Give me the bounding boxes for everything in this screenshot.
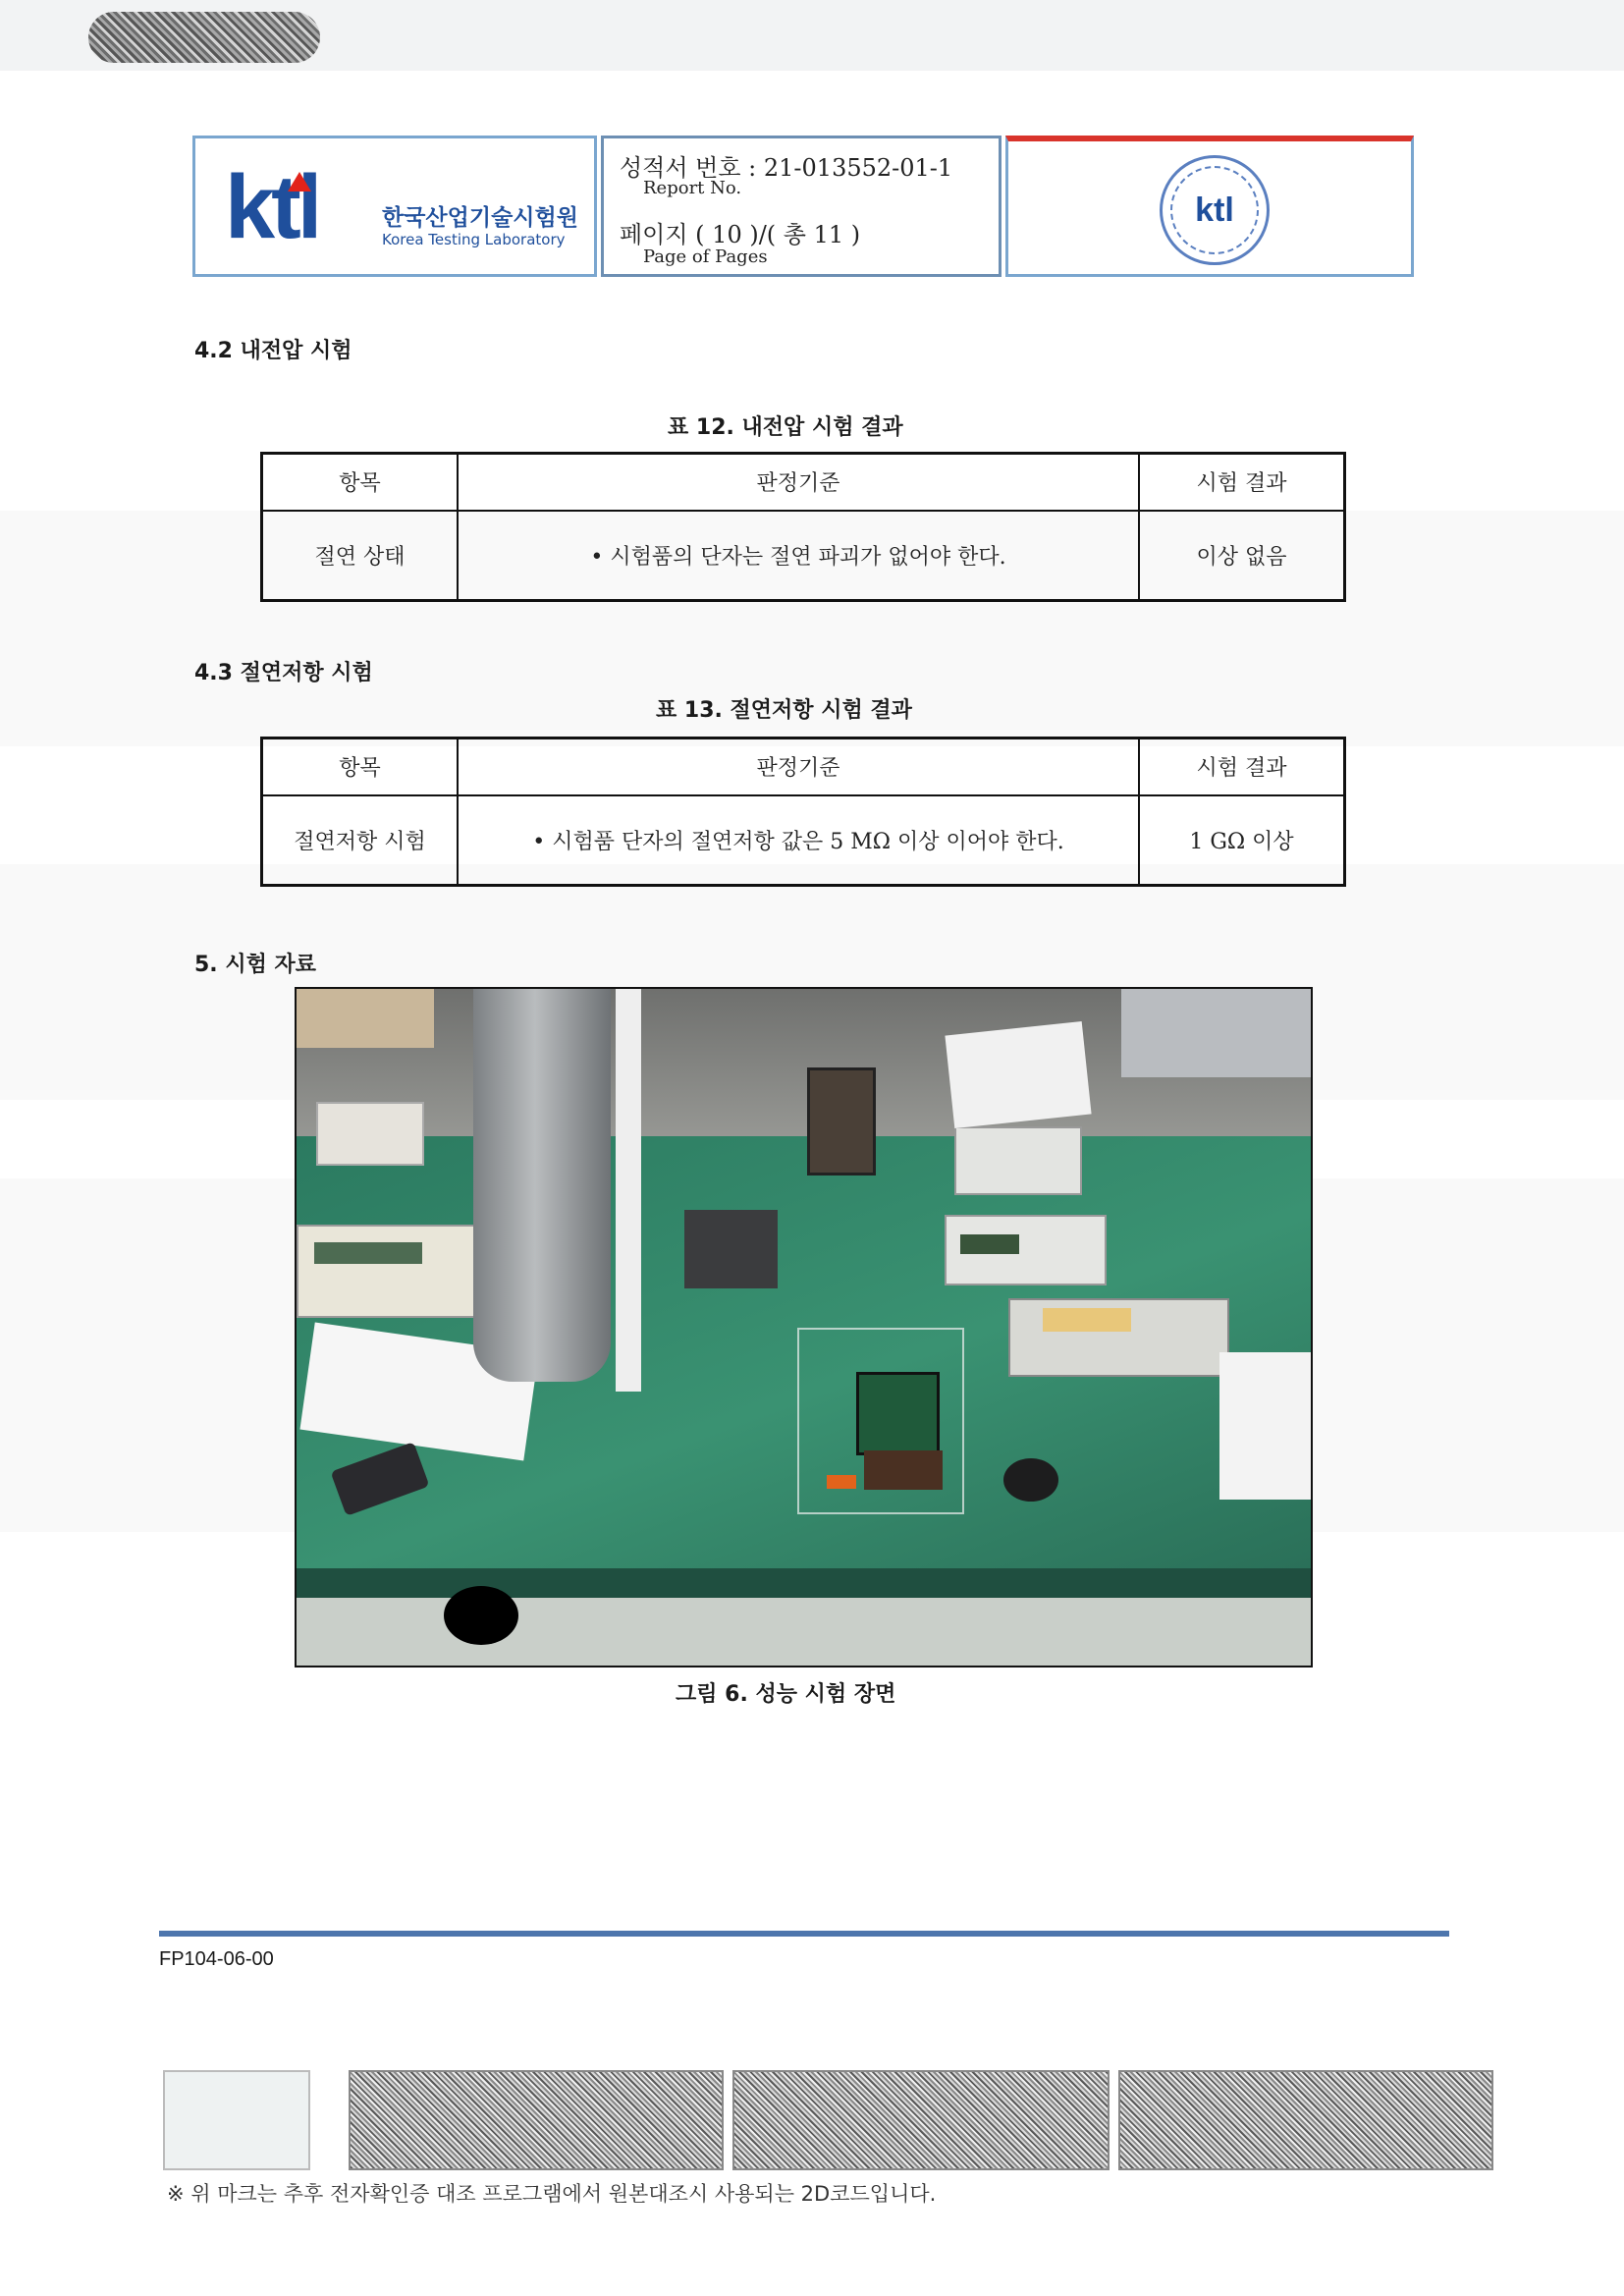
section-title-4-2: 4.2 내전압 시험 [194,339,352,363]
table-insulation-resistance [260,737,1346,887]
column-header: 항목 [262,454,458,511]
seal-box [1005,136,1414,277]
table-row [262,795,1345,886]
table-cell: 절연저항 시험 [262,795,458,886]
ktl-logo-icon: ktl [225,157,319,257]
column-header: 판정기준 [458,454,1139,511]
table-header-row [262,738,1345,795]
page-number: 페이지 ( 10 )/( 총 11 ) [620,221,861,248]
logo-box [192,136,597,277]
2d-code-icon [349,2070,724,2170]
seal-text: ktl [1195,191,1234,229]
table-withstand-voltage [260,452,1346,602]
2d-code-icon [1118,2070,1493,2170]
logo-name-ko: 한국산업기술시험원 [382,205,578,231]
ktl-seal-icon [1160,155,1270,265]
report-header [192,136,1414,277]
column-header: 시험 결과 [1139,738,1345,795]
table-row [262,511,1345,601]
table-cell: • 시험품의 단자는 절연 파괴가 없어야 한다. [458,511,1139,601]
column-header: 시험 결과 [1139,454,1344,511]
table-caption-13: 표 13. 절연저항 시험 결과 [656,698,912,723]
section-title-4-3: 4.3 절연저항 시험 [194,661,373,685]
column-header: 항목 [262,738,458,795]
blank-mark-box [163,2070,310,2170]
test-scene-photo [295,987,1313,1667]
column-header: 판정기준 [458,738,1139,795]
figure-caption: 그림 6. 성능 시험 장면 [676,1682,896,1707]
hologram-seal-icon [88,12,320,63]
table-cell: • 시험품 단자의 절연저항 값은 5 MΩ 이상 이어야 한다. [458,795,1139,886]
table-header-row [262,454,1345,511]
form-code: FP104-06-00 [159,1948,274,1970]
footer-note: ※ 위 마크는 추후 전자확인증 대조 프로그램에서 원본대조시 사용되는 2D코드입니다. [167,2182,937,2206]
logo-accent-icon [288,172,311,191]
report-info-box [601,136,1001,277]
footer-divider [159,1931,1449,1937]
section-title-5: 5. 시험 자료 [194,953,316,977]
logo-name-en: Korea Testing Laboratory [382,231,566,248]
table-cell: 절연 상태 [262,511,458,601]
table-caption-12: 표 12. 내전압 시험 결과 [668,415,903,440]
report-number-en: Report No. [643,178,742,198]
page-number-en: Page of Pages [643,246,768,267]
table-cell: 이상 없음 [1139,511,1344,601]
2d-code-icon [732,2070,1110,2170]
report-number: 성적서 번호 : 21-013552-01-1 [620,154,953,182]
table-cell: 1 GΩ 이상 [1139,795,1345,886]
